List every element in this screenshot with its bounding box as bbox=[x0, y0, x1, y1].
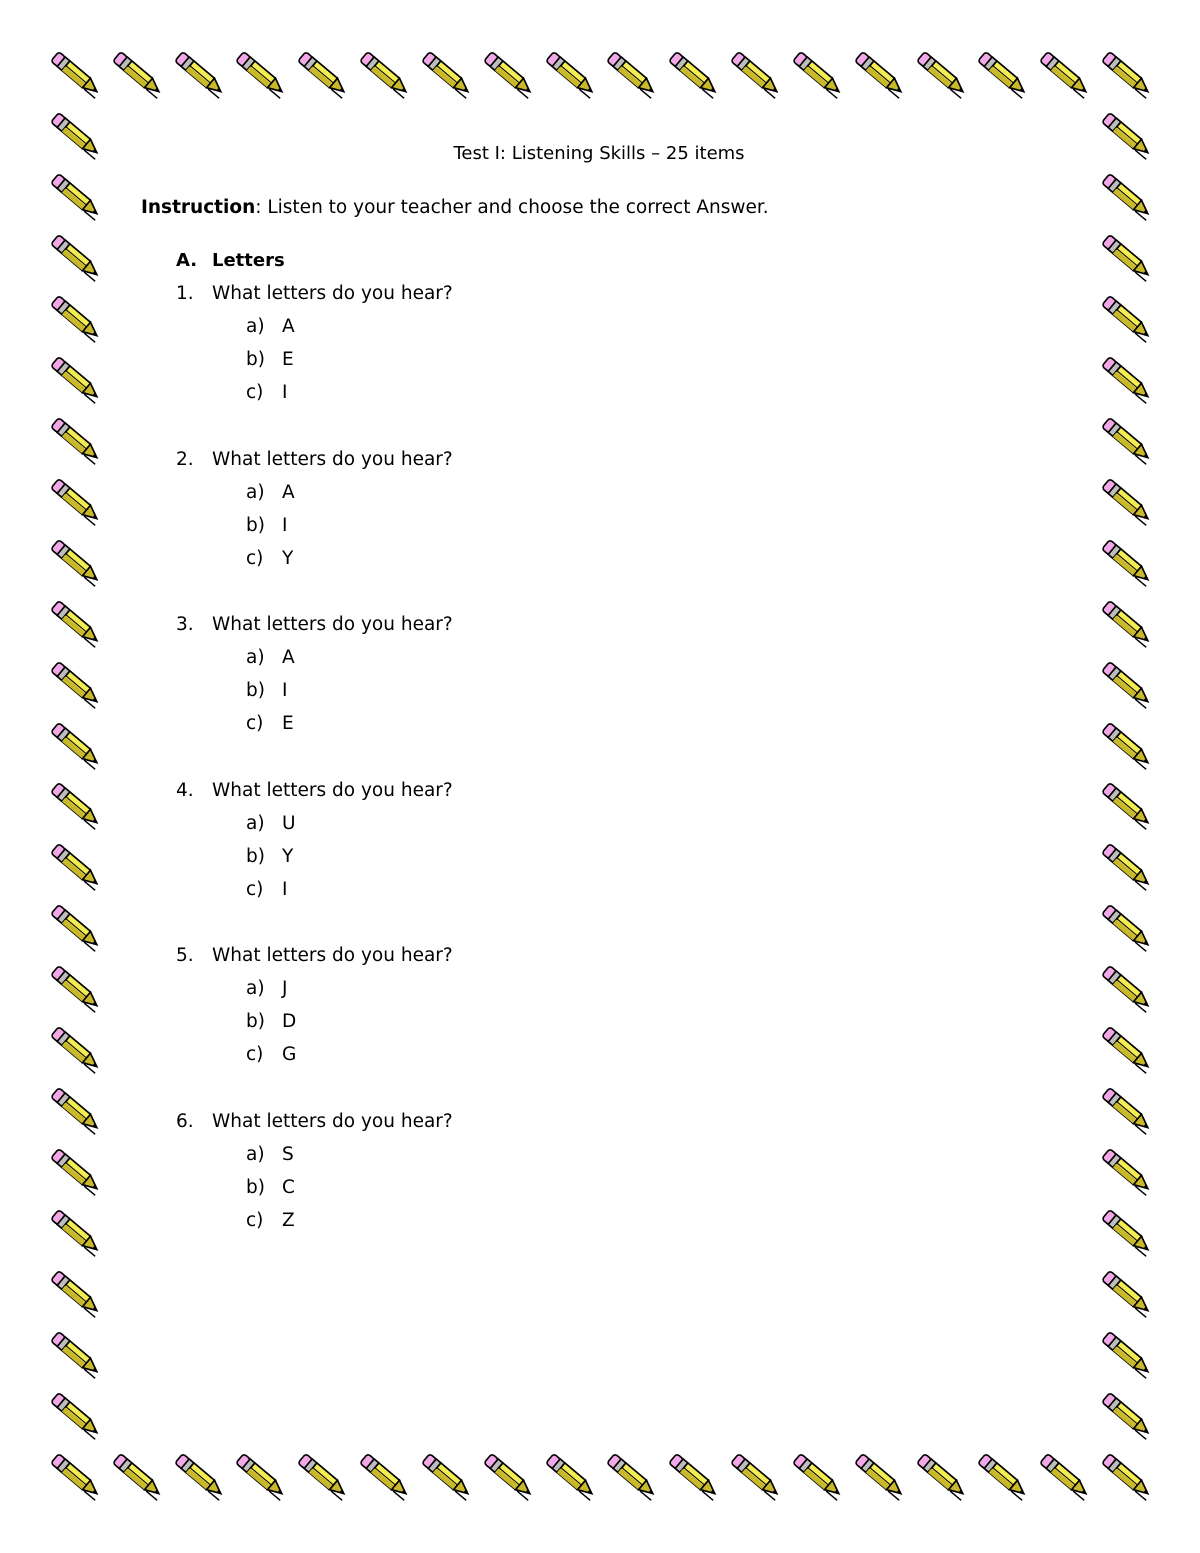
answer-option[interactable] bbox=[246, 1044, 296, 1065]
question-text: What letters do you hear? bbox=[212, 945, 453, 966]
option-label: a) bbox=[246, 812, 265, 834]
option-label: c) bbox=[246, 1209, 264, 1231]
option-label: c) bbox=[246, 547, 264, 569]
question-4 bbox=[176, 780, 453, 801]
option-label: c) bbox=[246, 713, 264, 734]
option-value: U bbox=[282, 812, 296, 834]
answer-option[interactable] bbox=[246, 1177, 295, 1198]
answer-option[interactable] bbox=[246, 713, 294, 734]
option-label: c) bbox=[246, 382, 264, 403]
option-value: E bbox=[282, 713, 294, 734]
option-label: c) bbox=[246, 878, 264, 900]
question-number: 2. bbox=[176, 448, 194, 470]
option-label: b) bbox=[246, 1011, 265, 1032]
option-value: E bbox=[282, 349, 294, 370]
answer-option[interactable] bbox=[246, 680, 287, 701]
answer-option[interactable] bbox=[246, 316, 295, 337]
option-value: Y bbox=[282, 547, 294, 569]
question-number: 5. bbox=[176, 945, 194, 966]
instruction-line bbox=[141, 197, 769, 218]
answer-option[interactable] bbox=[246, 349, 294, 370]
option-value: J bbox=[282, 978, 288, 999]
option-value: I bbox=[282, 382, 288, 403]
option-label: c) bbox=[246, 1044, 264, 1065]
option-value: I bbox=[282, 514, 288, 536]
option-value: D bbox=[282, 1011, 297, 1032]
answer-option[interactable] bbox=[246, 548, 293, 569]
instruction-text: : Listen to your teacher and choose the correct Answer. bbox=[255, 197, 769, 218]
option-label: a) bbox=[246, 978, 265, 999]
option-label: a) bbox=[246, 316, 265, 337]
section-heading bbox=[176, 250, 285, 271]
option-value: Y bbox=[282, 845, 294, 867]
answer-option[interactable] bbox=[246, 515, 287, 536]
question-text: What letters do you hear? bbox=[212, 779, 453, 801]
question-number: 1. bbox=[176, 283, 194, 304]
question-6 bbox=[176, 1111, 453, 1132]
answer-option[interactable] bbox=[246, 1210, 295, 1231]
option-label: b) bbox=[246, 514, 265, 536]
question-5 bbox=[176, 945, 453, 966]
instruction-label: Instruction bbox=[141, 197, 256, 218]
answer-option[interactable] bbox=[246, 846, 293, 867]
option-value: S bbox=[282, 1143, 294, 1165]
option-value: A bbox=[282, 647, 295, 668]
answer-option[interactable] bbox=[246, 647, 295, 668]
option-value: G bbox=[282, 1044, 297, 1065]
question-text: What letters do you hear? bbox=[212, 1110, 453, 1132]
answer-option[interactable] bbox=[246, 879, 287, 900]
page-title-text: Test I: Listening Skills – 25 items bbox=[453, 143, 745, 164]
question-1 bbox=[176, 283, 453, 304]
question-text: What letters do you hear? bbox=[212, 283, 453, 304]
question-number: 4. bbox=[176, 779, 194, 801]
option-label: b) bbox=[246, 845, 265, 867]
answer-option[interactable] bbox=[246, 382, 287, 403]
option-value: I bbox=[282, 878, 288, 900]
answer-option[interactable] bbox=[246, 813, 296, 834]
option-label: a) bbox=[246, 647, 265, 668]
option-label: b) bbox=[246, 680, 265, 701]
question-2 bbox=[176, 449, 453, 470]
question-number: 6. bbox=[176, 1110, 194, 1132]
answer-option[interactable] bbox=[246, 978, 287, 999]
option-value: Z bbox=[282, 1209, 295, 1231]
question-3 bbox=[176, 614, 453, 635]
option-label: b) bbox=[246, 1176, 265, 1198]
option-value: I bbox=[282, 680, 288, 701]
option-label: a) bbox=[246, 481, 265, 503]
answer-option[interactable] bbox=[246, 1144, 294, 1165]
page-title bbox=[0, 143, 1200, 164]
question-text: What letters do you hear? bbox=[212, 448, 453, 470]
option-label: b) bbox=[246, 349, 265, 370]
answer-option[interactable] bbox=[246, 482, 295, 503]
question-number: 3. bbox=[176, 614, 194, 635]
section-marker: A. bbox=[176, 250, 198, 271]
section-label: Letters bbox=[212, 250, 285, 271]
option-label: a) bbox=[246, 1143, 265, 1165]
option-value: A bbox=[282, 316, 295, 337]
option-value: A bbox=[282, 481, 295, 503]
answer-option[interactable] bbox=[246, 1011, 296, 1032]
question-text: What letters do you hear? bbox=[212, 614, 453, 635]
option-value: C bbox=[282, 1176, 295, 1198]
